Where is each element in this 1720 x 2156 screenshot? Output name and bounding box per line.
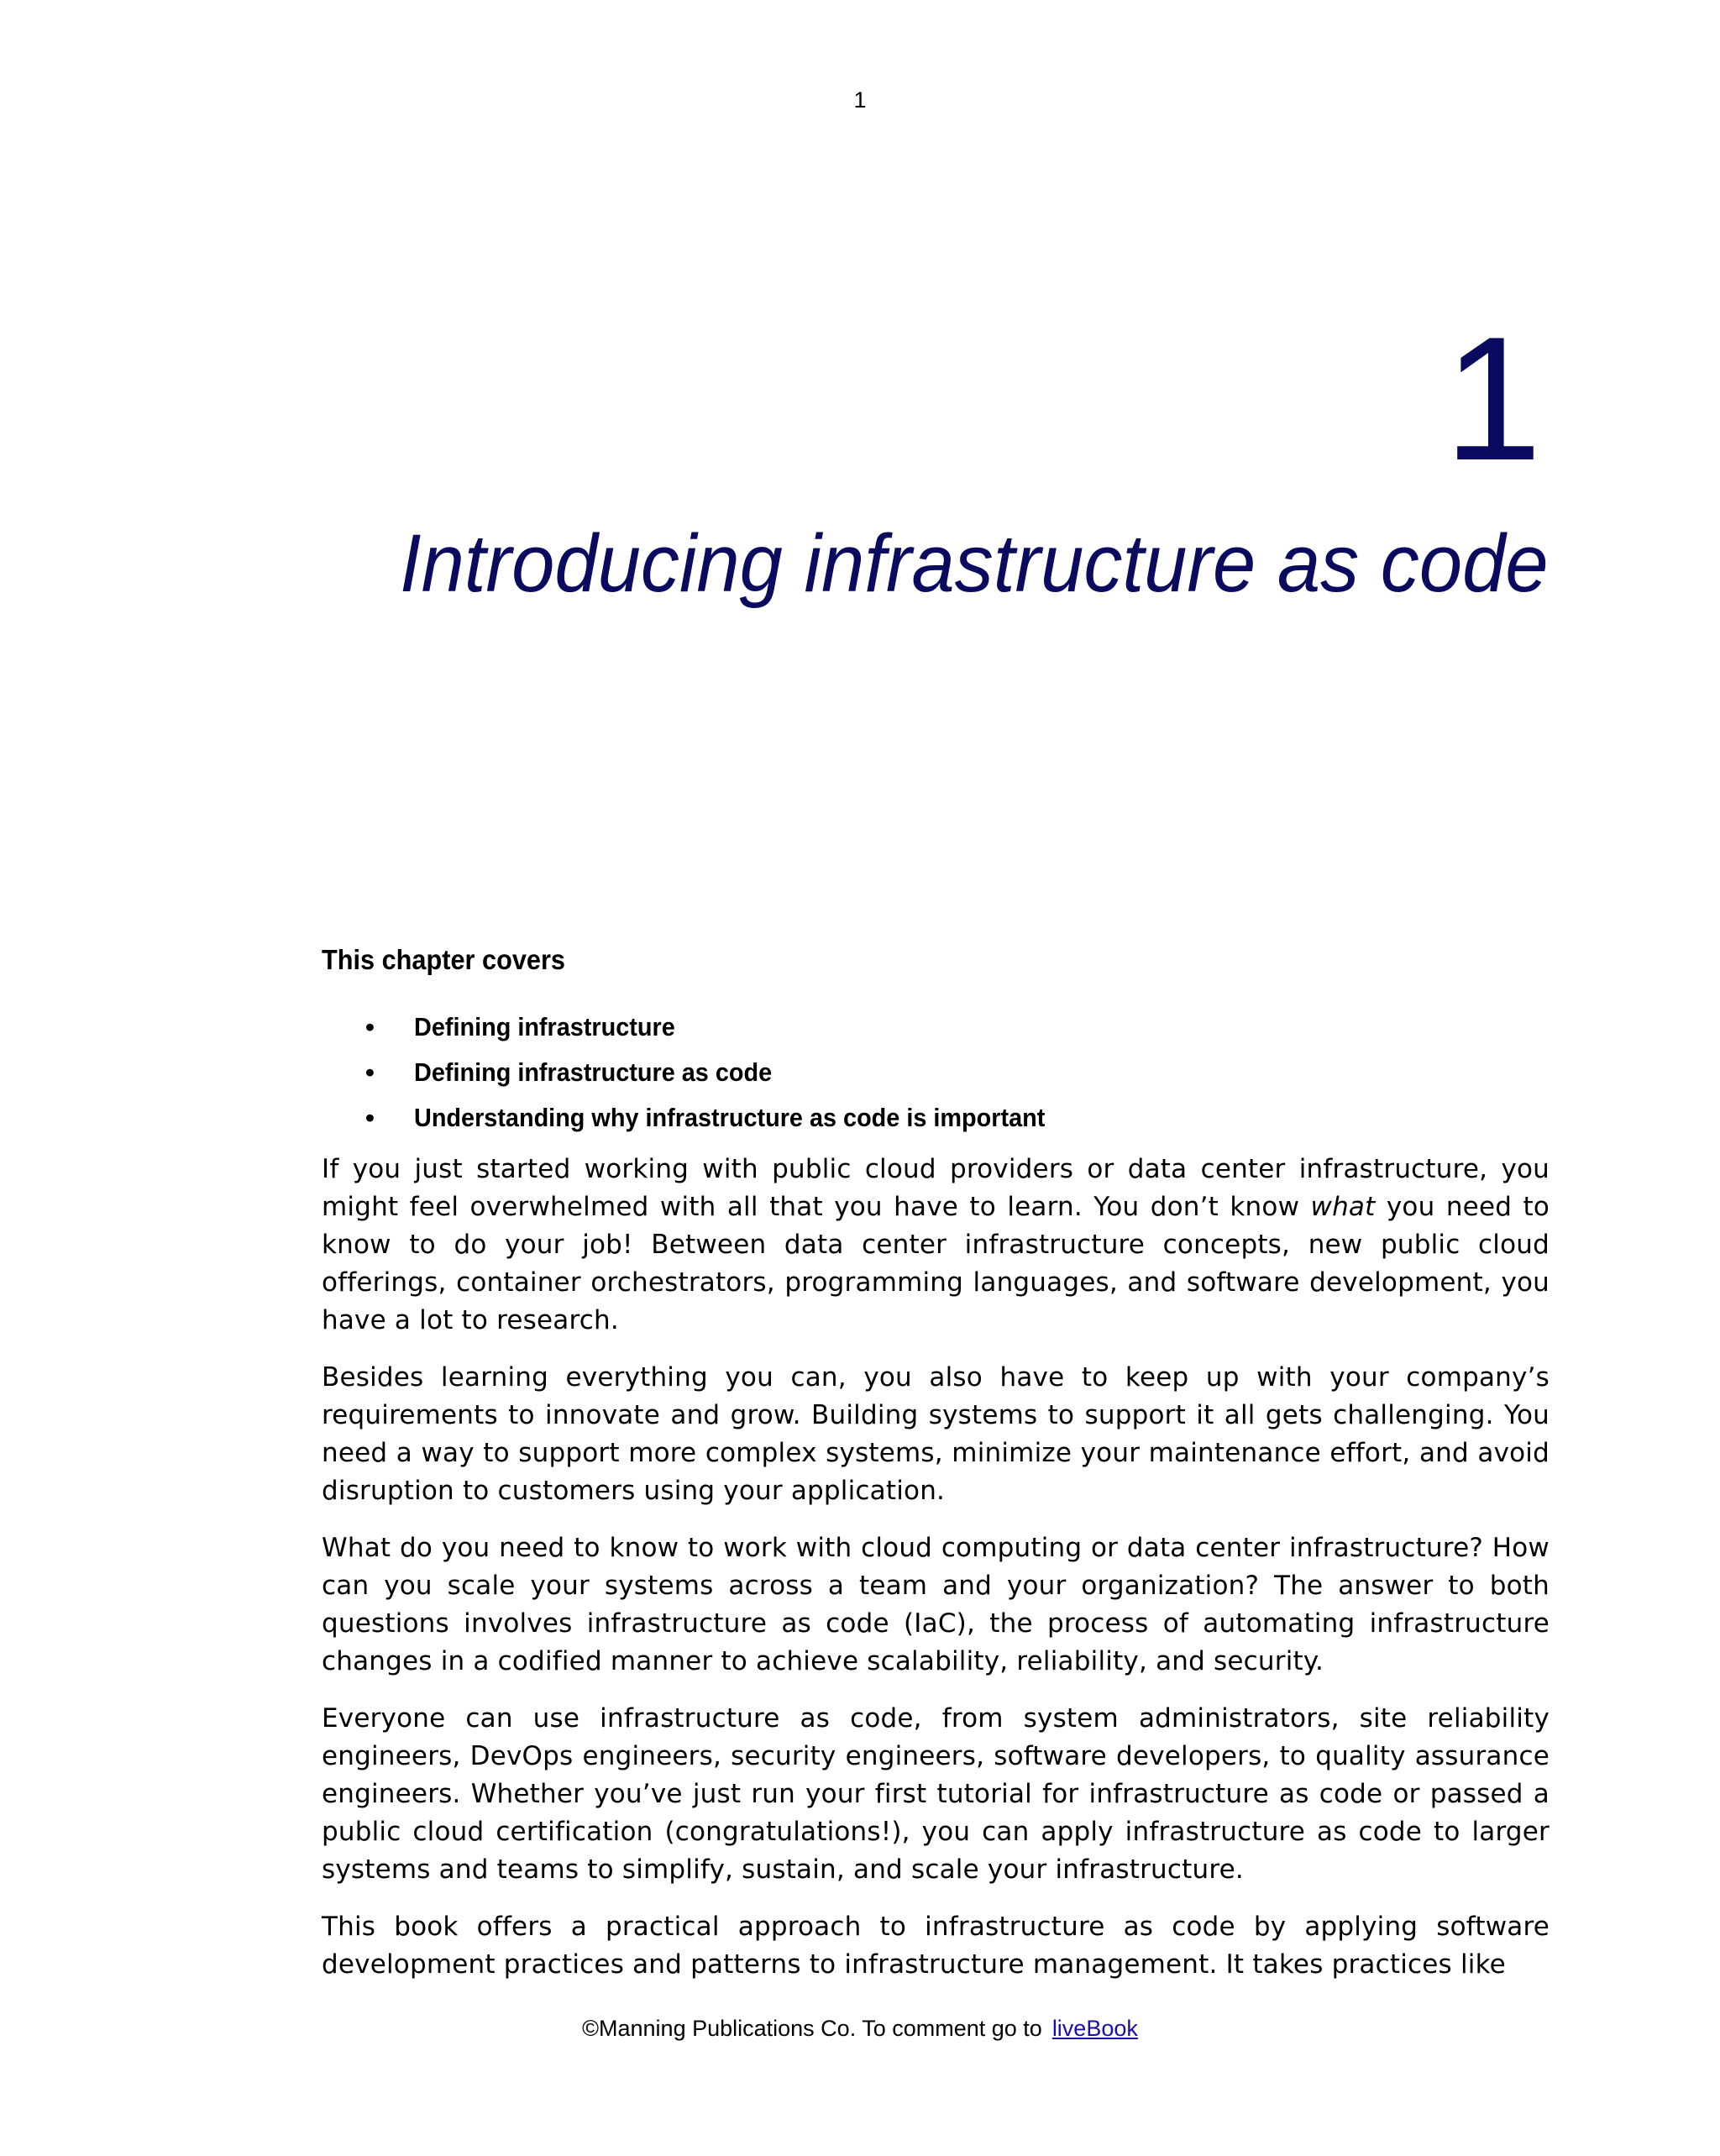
bullet-icon: •: [365, 1103, 375, 1132]
paragraph: Everyone can use infrastructure as code, from system administrators, site reliability engineers, DevOps engineers, security engineers, software developers, to quality assurance engineers. Whether you’ve just run your first tutorial for infrastructure as code or passed a public cloud certification (congratulations!), you can apply infrastructure as code to larger systems and teams to simplify, sustain, and scale your infrastructure.: [322, 1703, 1550, 1885]
paragraph: Besides learning everything you can, you also have to keep up with your company’s requirements to innovate and grow. Building systems to support it all gets challenging. You need a way to support more complex systems, minimize your maintenance effort, and avoid disruption to customers using your application.: [322, 1362, 1550, 1506]
footer-text: ©Manning Publications Co. To comment go to: [582, 2016, 1042, 2041]
covers-heading: This chapter covers: [322, 944, 565, 975]
covers-item-text: Understanding why infrastructure as code is important: [414, 1103, 1046, 1132]
covers-item-text: Defining infrastructure as code: [414, 1057, 773, 1087]
paragraph-text: If you just started working with public cloud providers or data center infrastructure, you might feel overwhelmed with all that you have to learn. You don’t know: [322, 1154, 1550, 1222]
page-footer: [0, 2016, 1720, 2042]
covers-list-item: [322, 1050, 1548, 1095]
covers-list-item: [322, 1005, 1548, 1050]
chapter-covers: [322, 944, 1548, 1141]
paragraph: [322, 1151, 1550, 1340]
paragraph-text: you need to know to do your job! Between data center infrastructure concepts, new public cloud offerings, container orchestrators, programming languages, and software development, you have a lot to research.: [322, 1192, 1550, 1335]
chapter-number: 1: [1444, 300, 1542, 497]
paragraph: What do you need to know to work with cloud computing or data center infrastructure? How can you scale your systems across a team and your organization? The answer to both questions involves infrastructure as code (IaC), the process of automating infrastructure changes in a codified manner to achieve scalability, reliability, and security.: [322, 1533, 1550, 1676]
livebook-link[interactable]: liveBook: [1051, 2016, 1138, 2041]
page-number: 1: [853, 87, 867, 113]
covers-item-text: Defining infrastructure: [414, 1012, 675, 1041]
covers-list: [322, 1005, 1548, 1141]
bullet-icon: •: [365, 1012, 375, 1041]
covers-list-item: [322, 1095, 1548, 1141]
body-text: [322, 1151, 1550, 2003]
emphasis-text: what: [1310, 1192, 1376, 1222]
paragraph: This book offers a practical approach to infrastructure as code by applying software development practices and patterns to infrastructure management. It takes practices like: [322, 1912, 1550, 1980]
chapter-title: Introducing infrastructure as code: [400, 517, 1549, 609]
bullet-icon: •: [365, 1057, 375, 1087]
